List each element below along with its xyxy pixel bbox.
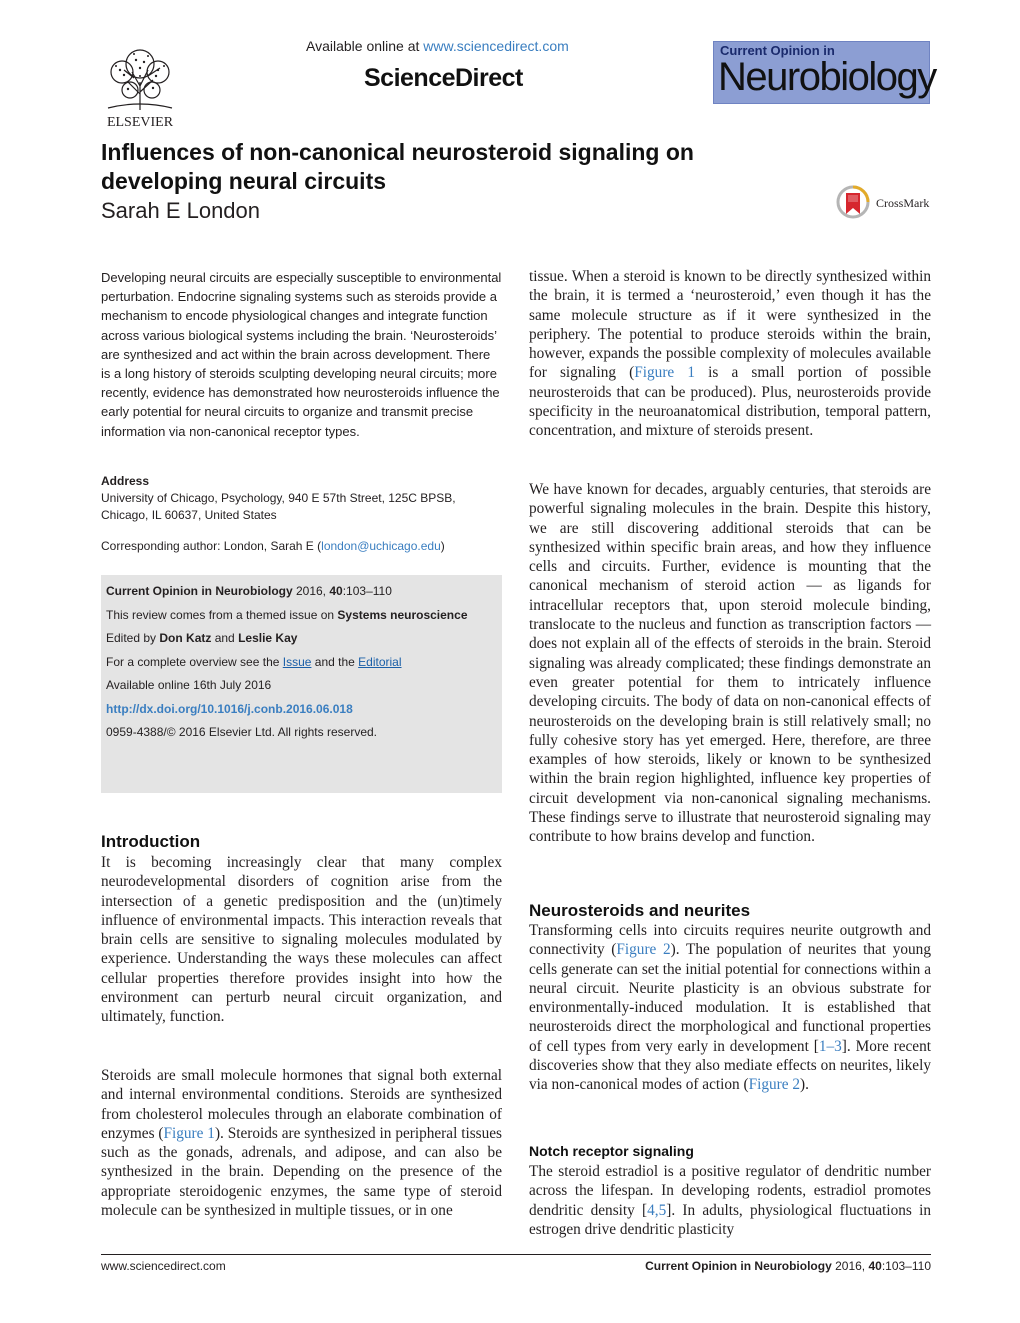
crossmark-label: CrossMark [876,196,930,210]
intro-p2-text-a: Steroids are small molecule hormones that signal both external and internal environmental conditions. Steroids are synthesized from cholesterol molecules through an elaborate combination of enzymes ( [101,1067,502,1142]
journal-banner-line2: Neurobiology [718,55,936,99]
figure-1-link-2[interactable]: Figure 1 [634,364,695,382]
overview-label: For a complete overview see the [106,654,283,669]
notch-heading: Notch receptor signaling [529,1143,694,1159]
figure-1-link[interactable]: Figure 1 [163,1124,215,1142]
doi-link[interactable]: http://dx.doi.org/10.1016/j.conb.2016.06.018 [106,701,353,716]
introduction-heading: Introduction [101,832,201,851]
address-line-1: University of Chicago, Psychology, 940 E 57th Street, 125C BPSB, [101,491,456,505]
info-volume: 40 [329,584,343,598]
reference-1-3-link[interactable]: 1–3 [818,1037,842,1055]
journal-banner-line1: Current Opinion in [720,43,835,58]
issue-link[interactable]: Issue [282,654,312,669]
citation-line [106,583,502,607]
themed-label: This review comes from a themed issue on [106,607,338,622]
notch-text-a: The steroid estradiol is a positive regulator of dendritic number across the lifespan. In developing rodents, estradiol promotes dendritic density [ [529,1163,931,1219]
introduction-paragraph-1: It is becoming increasingly clear that many complex neurodevelopmental disorders of cognition arise from the intersection of a genetic predisposition and the (un)timely influence of environmental impacts. This interaction reveals that brain cells are sensitive to signaling molecules modulated by experience. Understanding the ways these molecules can affect cellular properties therefore provides insight into how the environment can perturb neural circuit organization, and ultimately, function. [101,854,502,1026]
footer-volume: 40 [868,1259,882,1273]
overview-line [106,654,502,678]
notch-text-b: ]. In adults, physiological fluctuations in estrogen drive dendritic plasticity [529,1201,931,1238]
crossmark-badge[interactable] [836,184,936,222]
editors-line [106,630,502,654]
abstract: Developing neural circuits are especially susceptible to environmental perturbation. Endocrine signaling systems such as steroids provide a mechanism to encode physiological changes and integrate function across various biological systems including the brain. ‘Neurosteroids’ are synthesized and act within the brain across development. There is a long history of steroids sculpting developing neural circuits; more recently, evidence has demonstrated how neurosteroids influence the early potential for neural circuits to organize and transmit precise information via non-canonical receptor types. [101,270,502,439]
address-text [101,490,501,524]
article-title: Influences of non-canonical neurosteroid signaling on developing neural circuits [101,139,694,194]
info-journal-name: Current Opinion in Neurobiology [106,584,293,598]
neurites-heading: Neurosteroids and neurites [529,901,751,920]
neurosteroid-paragraph [529,267,931,441]
editors-and: and [211,631,239,645]
footer-site: www.sciencedirect.com [101,1259,226,1273]
crossmark-icon [836,184,872,222]
figure-2-link-2[interactable]: Figure 2 [748,1076,801,1094]
elsevier-logo [98,42,182,128]
editor-1: Don Katz [159,631,212,645]
footer-journal: Current Opinion in Neurobiology [645,1259,832,1273]
sciencedirect-link[interactable]: www.sciencedirect.com [423,38,569,54]
edited-label: Edited by [106,631,160,645]
info-year: 2016, [292,584,330,598]
right-p1-text-b: is a small portion of possible neurosteroids that can be produced). Plus, neurosteroids provide specificity in the neuroanatomical distribution, temporal pattern, concentration, and mixture of steroids present. [529,364,931,440]
footer-citation [645,1259,931,1273]
theme-name: Systems neuroscience [337,607,468,622]
neurites-text-c: ]. More recent discoveries show that they also mediate effects on neurites, likely via non-canonical modes of action ( [529,1037,931,1094]
info-pages: :103–110 [342,584,392,598]
reference-4-5-link[interactable]: 4,5 [647,1201,667,1219]
copyright-line: 0959-4388/© 2016 Elsevier Ltd. All rights reserved. [106,725,377,739]
themed-issue-line [106,607,502,631]
article-info-box [101,575,502,793]
editor-2: Leslie Kay [238,631,298,645]
neurites-paragraph [529,921,931,1095]
history-paragraph: We have known for decades, arguably centuries, that steroids are powerful signaling molecules in the brain. Despite this history, we are still discovering additional steroids that can be synthesized within specific brain areas, and how they influence cells and circuits. Further, evidence is mounting that the canonical mechanism of steroid action — as ligands for intracellular receptors that, upon steroid molecule binding, translocate to the nucleus and function as transcription factors — does not explain all of the effects of steroids in the brain. Steroid signaling was already complicated; these findings demonstrate an even greater potential for them to intricately influence developing circuits. The body of data on non-canonical effects of neurosteroids on the developing brain is still relatively small; no fully cohesive story has yet emerged. Here, therefore, are three examples of how steroids, likely or known to be synthesized within the brain region highlighted, influence key properties of circuit development via non-canonical signaling mechanisms. These findings serve to illustrate that neurosteroid signaling may contribute to how brains develop and function. [529,481,931,846]
notch-paragraph [529,1162,931,1239]
introduction-paragraph-2 [101,1066,502,1220]
footer-pages: :103–110 [881,1259,931,1273]
available-online-date: Available online 16th July 2016 [106,678,272,692]
address-line-2: Chicago, IL 60637, United States [101,508,277,522]
neurites-text-b: ). The population of neurites that young cells generate can set the initial potential for connections within a neural circuit. Neurite plasticity is an obvious substrate for environmentally-induced modulation. It is established that neurosteroids direct the morphological and functional properties of cell types from very early in development [ [529,941,931,1055]
intro-p2-text-b: ). Steroids are synthesized in peripheral tissues such as the gonads, adrenals, and adipose, and can also be synthesized in the brain. Depending on the presence of the appropriate steroidogenic enzymes, the same type of steroid molecule can be synthesized in multiple tissues, or in one [101,1124,502,1220]
overview-and: and the [311,654,359,669]
corresponding-label: Corresponding author: London, Sarah E ( [101,539,322,553]
footer-year: 2016, [831,1259,869,1273]
neurites-text-d: ). [800,1076,809,1094]
available-online [306,38,569,54]
author-email-link[interactable]: london@uchicago.edu [321,539,441,553]
article-author: Sarah E London [101,198,261,223]
sciencedirect-wordmark: ScienceDirect [364,64,523,92]
figure-2-link[interactable]: Figure 2 [616,941,671,959]
neurites-text-a: Transforming cells into circuits requires neurite outgrowth and connectivity ( [529,922,931,959]
publisher-name: ELSEVIER [106,115,174,128]
available-online-label: Available online at [306,38,424,54]
corresponding-suffix: ) [440,539,445,553]
footer-divider [101,1254,931,1255]
corresponding-author [101,539,501,553]
journal-banner [713,41,936,104]
address-heading: Address [101,474,150,488]
editorial-link[interactable]: Editorial [358,654,402,669]
right-p1-text-a: tissue. When a steroid is known to be directly synthesized within the brain, it is termed a ‘neurosteroid,’ even though it has the same molecule structure as if it were synthesized in the periphery. The potential to produce steroids within the brain, however, expands the possible complexity of molecules available for signaling ( [529,268,931,382]
